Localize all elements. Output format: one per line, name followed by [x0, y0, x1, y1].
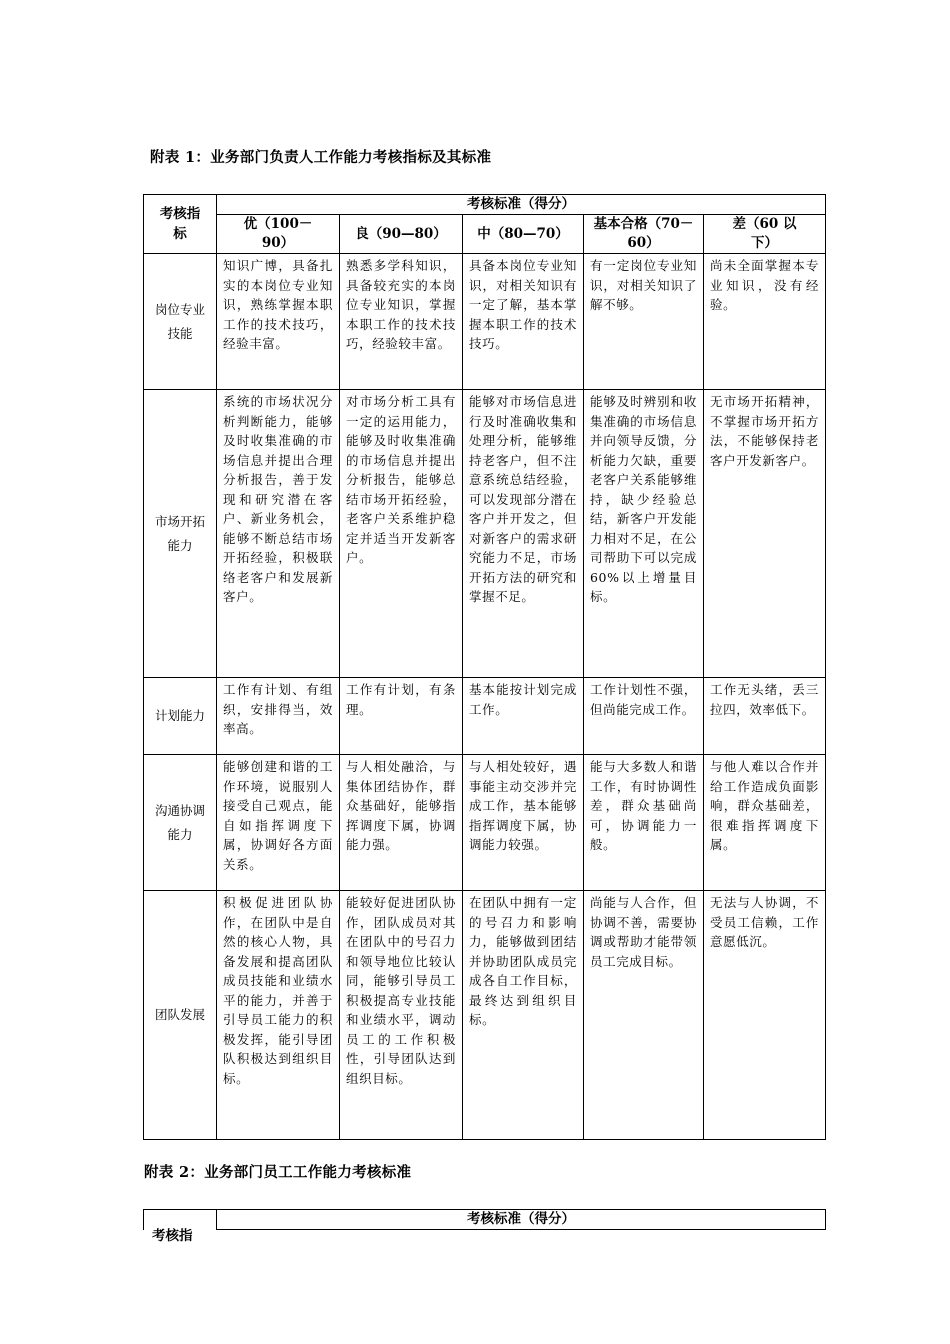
table-cell: 尚未全面掌握本专业知识，没有经验。	[704, 254, 826, 390]
table-cell: 工作无头绪，丢三拉四，效率低下。	[704, 678, 826, 755]
table-cell: 与人相处较好，遇事能主动交涉并完成工作，基本能够指挥调度下属，协调能力较强。	[463, 755, 584, 891]
table-cell: 基本能按计划完成工作。	[463, 678, 584, 755]
table-cell: 尚能与人合作，但协调不善，需要协调或帮助才能带领员工完成目标。	[584, 891, 704, 1140]
grade-header: 差（60 以下）	[704, 215, 826, 254]
table-cell: 无法与人协调，不受员工信赖，工作意愿低沉。	[704, 891, 826, 1140]
standard-header: 考核标准（得分）	[217, 1210, 826, 1230]
table1	[143, 194, 826, 1140]
table-cell: 能够对市场信息进行及时准确收集和处理分析，能够维持老客户，但不注意系统总结经验，可以发现部分潜在客户并开发之，但对新客户的需求研究能力不足，市场开拓方法的研究和掌握不足。	[463, 390, 584, 678]
table2	[143, 1209, 826, 1230]
table-row	[144, 755, 826, 891]
row-indicator: 沟通协调能力	[144, 755, 217, 891]
table-cell: 对市场分析工具有一定的运用能力，能够及时收集准确的市场信息并提出分析报告，能够总结市场开拓经验，老客户关系维护稳定并适当开发新客户。	[340, 390, 463, 678]
table-cell: 能够及时辨别和收集准确的市场信息并向领导反馈，分析能力欠缺，重要老客户关系能够维持，缺少经验总结，新客户开发能力相对不足，在公司帮助下可以完成60%以上增量目标。	[584, 390, 704, 678]
grade-header: 中（80—70）	[463, 215, 584, 254]
table-row	[144, 254, 826, 390]
table-cell: 积极促进团队协作，在团队中是自然的核心人物，具备发展和提高团队成员技能和业绩水平的能力，并善于引导员工能力的积极发挥，能引导团队积极达到组织目标。	[217, 891, 340, 1140]
table-cell: 能较好促进团队协作，团队成员对其在团队中的号召力和领导地位比较认同，能够引导员工积极提高专业技能和业绩水平，调动员工的工作积极性，引导团队达到组织目标。	[340, 891, 463, 1140]
table-cell: 知识广博，具备扎实的本岗位专业知识，熟练掌握本职工作的技术技巧，经验丰富。	[217, 254, 340, 390]
table-cell: 系统的市场状况分析判断能力，能够及时收集准确的市场信息并提出合理分析报告，善于发现和研究潜在客户、新业务机会，能够不断总结市场开拓经验，积极联络老客户和发展新客户。	[217, 390, 340, 678]
table-row	[144, 678, 826, 755]
table-cell: 具备本岗位专业知识，对相关知识有一定了解，基本掌握本职工作的技术技巧。	[463, 254, 584, 390]
table-cell: 工作计划性不强，但尚能完成工作。	[584, 678, 704, 755]
table-row	[144, 891, 826, 1140]
table-cell: 熟悉多学科知识，具备较充实的本岗位专业知识，掌握本职工作的技术技巧，经验较丰富。	[340, 254, 463, 390]
table-cell: 能与大多数人和谐工作，有时协调性差，群众基础尚可，协调能力一般。	[584, 755, 704, 891]
table2-title: 附表 2：业务部门员工工作能力考核标准	[144, 1164, 412, 1181]
table-cell: 有一定岗位专业知识，对相关知识了解不够。	[584, 254, 704, 390]
table-cell: 工作有计划，有条理。	[340, 678, 463, 755]
table-cell: 工作有计划、有组织，安排得当，效率高。	[217, 678, 340, 755]
indicator-header: 考核指标	[144, 195, 217, 254]
table-cell: 能够创建和谐的工作环境，说服别人接受自己观点，能自如指挥调度下属，协调好各方面关系。	[217, 755, 340, 891]
grade-header: 优（100－90）	[217, 215, 340, 254]
table-cell: 无市场开拓精神，不掌握市场开拓方法，不能够保持老客户开发新客户。	[704, 390, 826, 678]
row-indicator: 岗位专业技能	[144, 254, 217, 390]
table-cell: 在团队中拥有一定的号召力和影响力，能够做到团结并协助团队成员完成各自工作目标，最终达到组织目标。	[463, 891, 584, 1140]
table-cell: 与他人难以合作并给工作造成负面影响，群众基础差，很难指挥调度下属。	[704, 755, 826, 891]
grade-header: 良（90—80）	[340, 215, 463, 254]
table1-title: 附表 1：业务部门负责人工作能力考核指标及其标准	[150, 149, 492, 166]
table-row	[144, 390, 826, 678]
standard-header: 考核标准（得分）	[217, 195, 826, 215]
grade-header: 基本合格（70－60）	[584, 215, 704, 254]
row-indicator: 计划能力	[144, 678, 217, 755]
row-indicator: 市场开拓能力	[144, 390, 217, 678]
row-indicator: 团队发展	[144, 891, 217, 1140]
indicator-header: 考核指	[152, 1228, 193, 1244]
table-cell: 与人相处融洽，与集体团结协作，群众基础好，能够指挥调度下属，协调能力强。	[340, 755, 463, 891]
